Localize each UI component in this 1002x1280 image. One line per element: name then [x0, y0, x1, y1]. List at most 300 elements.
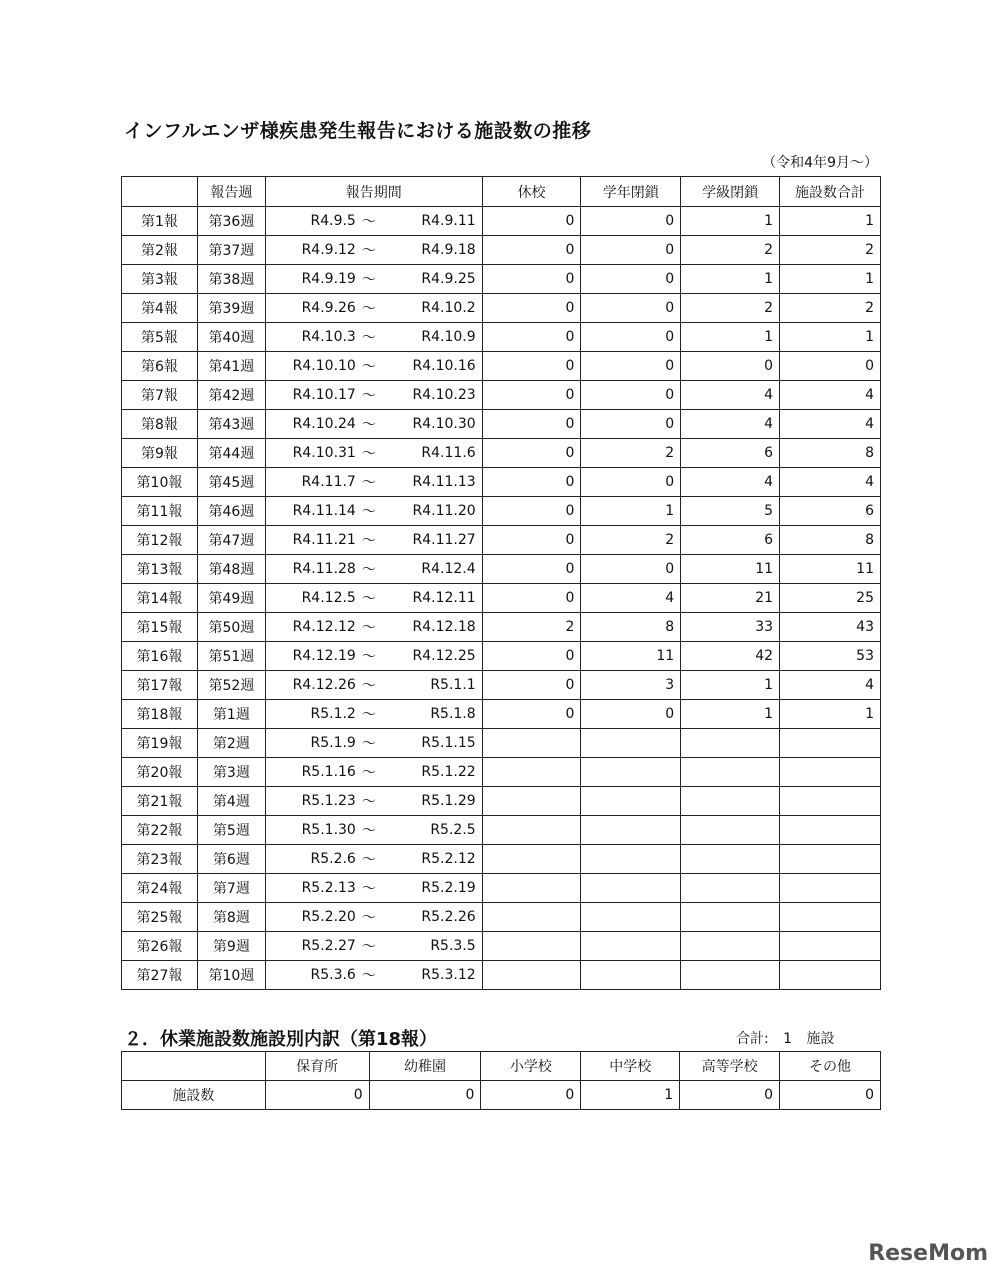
table-row	[122, 265, 881, 294]
school-closure-count: 0	[482, 236, 581, 265]
school-closure-count	[482, 874, 581, 903]
table-row	[122, 468, 881, 497]
report-period	[265, 671, 482, 700]
class-closure-count: 1	[681, 671, 780, 700]
header-report-period: 報告期間	[265, 177, 482, 207]
header-facility-total: 施設数合計	[780, 177, 881, 207]
period-from: R5.3.6	[310, 967, 356, 983]
report-number: 第10報	[122, 468, 198, 497]
row-label: 施設数	[122, 1081, 266, 1110]
breakdown-value-row	[122, 1081, 881, 1110]
school-closure-count: 0	[482, 700, 581, 729]
facility-total-count	[780, 787, 881, 816]
period-to: R4.12.25	[412, 648, 476, 664]
class-closure-count	[681, 758, 780, 787]
grade-closure-count: 0	[581, 410, 681, 439]
period-from: R5.1.30	[301, 822, 356, 838]
class-closure-count: 1	[681, 323, 780, 352]
report-period	[265, 642, 482, 671]
report-number: 第7報	[122, 381, 198, 410]
period-tilde: ～	[361, 765, 376, 781]
facility-total-count	[780, 961, 881, 990]
grade-closure-count: 2	[581, 439, 681, 468]
grade-closure-count	[581, 845, 681, 874]
facility-total-count: 6	[780, 497, 881, 526]
value-other: 0	[780, 1081, 881, 1110]
report-number: 第26報	[122, 932, 198, 961]
period-to: R5.1.8	[430, 706, 476, 722]
report-week: 第49週	[197, 584, 265, 613]
section2-title: ２．休業施設数施設別内訳（第18報）	[124, 1029, 438, 1050]
school-closure-count	[482, 758, 581, 787]
grade-closure-count	[581, 932, 681, 961]
period-to: R5.2.5	[430, 822, 476, 838]
school-closure-count: 0	[482, 410, 581, 439]
facility-total-count	[780, 903, 881, 932]
class-closure-count: 4	[681, 381, 780, 410]
facility-total-count: 2	[780, 236, 881, 265]
period-from: R5.2.13	[301, 880, 356, 896]
period-to: R4.11.27	[412, 532, 476, 548]
facility-total-count: 8	[780, 526, 881, 555]
class-closure-count: 11	[681, 555, 780, 584]
facility-total-count: 4	[780, 671, 881, 700]
report-week: 第6週	[197, 845, 265, 874]
period-tilde: ～	[361, 881, 376, 897]
report-period	[265, 845, 482, 874]
header-nursery: 保育所	[265, 1052, 369, 1081]
school-closure-count: 0	[482, 555, 581, 584]
class-closure-count	[681, 816, 780, 845]
period-tilde: ～	[361, 852, 376, 868]
period-from: R4.12.19	[292, 648, 356, 664]
period-tilde: ～	[361, 301, 376, 317]
facility-total-count: 1	[780, 323, 881, 352]
header-kindergarten: 幼稚園	[369, 1052, 481, 1081]
table-row	[122, 903, 881, 932]
table-row	[122, 439, 881, 468]
period-tilde: ～	[361, 243, 376, 259]
school-closure-count: 0	[482, 323, 581, 352]
school-closure-count	[482, 932, 581, 961]
period-from: R4.10.17	[292, 387, 356, 403]
period-tilde: ～	[361, 620, 376, 636]
period-to: R5.1.22	[421, 764, 476, 780]
report-period	[265, 410, 482, 439]
report-period	[265, 265, 482, 294]
report-number: 第3報	[122, 265, 198, 294]
report-week: 第52週	[197, 671, 265, 700]
report-week: 第43週	[197, 410, 265, 439]
grade-closure-count: 0	[581, 265, 681, 294]
table-row	[122, 932, 881, 961]
header-other: その他	[780, 1052, 881, 1081]
grade-closure-count: 0	[581, 468, 681, 497]
report-period	[265, 236, 482, 265]
facility-total-count: 1	[780, 700, 881, 729]
facility-total-count	[780, 932, 881, 961]
facility-total-count	[780, 729, 881, 758]
header-cell	[122, 177, 198, 207]
report-period	[265, 584, 482, 613]
class-closure-count: 1	[681, 207, 780, 236]
period-to: R4.9.18	[421, 242, 476, 258]
report-number: 第16報	[122, 642, 198, 671]
report-period	[265, 555, 482, 584]
report-number: 第6報	[122, 352, 198, 381]
report-period	[265, 381, 482, 410]
period-from: R4.9.19	[301, 271, 356, 287]
report-period	[265, 439, 482, 468]
breakdown-header-cell	[122, 1052, 266, 1081]
report-period	[265, 497, 482, 526]
period-to: R4.10.23	[412, 387, 476, 403]
total-unit: 施設	[806, 1031, 835, 1047]
report-week: 第50週	[197, 613, 265, 642]
header-elementary: 小学校	[481, 1052, 581, 1081]
period-to: R4.10.2	[421, 300, 476, 316]
class-closure-count	[681, 874, 780, 903]
period-tilde: ～	[361, 968, 376, 984]
period-from: R5.1.16	[301, 764, 356, 780]
report-week: 第4週	[197, 787, 265, 816]
table-row	[122, 613, 881, 642]
report-week: 第45週	[197, 468, 265, 497]
report-number: 第2報	[122, 236, 198, 265]
period-from: R4.10.31	[292, 445, 356, 461]
breakdown-header-row	[122, 1052, 881, 1081]
period-tilde: ～	[361, 707, 376, 723]
grade-closure-count	[581, 903, 681, 932]
facility-total-count: 2	[780, 294, 881, 323]
grade-closure-count	[581, 874, 681, 903]
facility-total-count	[780, 845, 881, 874]
school-closure-count: 2	[482, 613, 581, 642]
table-row	[122, 236, 881, 265]
period-from: R5.2.27	[301, 938, 356, 954]
period-to: R5.1.1	[430, 677, 476, 693]
report-period	[265, 207, 482, 236]
class-closure-count	[681, 903, 780, 932]
table-row	[122, 497, 881, 526]
school-closure-count: 0	[482, 294, 581, 323]
period-to: R4.11.6	[421, 445, 476, 461]
report-period	[265, 758, 482, 787]
class-closure-count: 2	[681, 236, 780, 265]
report-number: 第5報	[122, 323, 198, 352]
school-closure-count: 0	[482, 526, 581, 555]
school-closure-count: 0	[482, 497, 581, 526]
table-row	[122, 584, 881, 613]
period-from: R4.12.26	[292, 677, 356, 693]
resemom-logo: ReseMom	[868, 1241, 988, 1266]
value-high-school: 0	[680, 1081, 780, 1110]
class-closure-count	[681, 961, 780, 990]
table-row	[122, 874, 881, 903]
period-from: R4.11.28	[292, 561, 356, 577]
grade-closure-count: 0	[581, 207, 681, 236]
period-tilde: ～	[361, 533, 376, 549]
report-number: 第24報	[122, 874, 198, 903]
grade-closure-count: 11	[581, 642, 681, 671]
value-kindergarten: 0	[369, 1081, 481, 1110]
grade-closure-count	[581, 758, 681, 787]
period-from: R4.10.10	[292, 358, 356, 374]
report-period	[265, 468, 482, 497]
report-period	[265, 932, 482, 961]
report-period	[265, 729, 482, 758]
grade-closure-count	[581, 816, 681, 845]
school-closure-count: 0	[482, 671, 581, 700]
class-closure-count: 1	[681, 700, 780, 729]
section2-total	[736, 1028, 845, 1048]
period-from: R5.2.20	[301, 909, 356, 925]
report-period	[265, 961, 482, 990]
header-junior-high: 中学校	[581, 1052, 680, 1081]
report-number: 第20報	[122, 758, 198, 787]
table-row	[122, 787, 881, 816]
page-title: インフルエンザ様疾患発生報告における施設数の推移	[124, 120, 592, 142]
report-week: 第39週	[197, 294, 265, 323]
class-closure-count: 0	[681, 352, 780, 381]
report-week: 第7週	[197, 874, 265, 903]
report-number: 第4報	[122, 294, 198, 323]
school-closure-count	[482, 787, 581, 816]
header-high-school: 高等学校	[680, 1052, 780, 1081]
school-closure-count	[482, 816, 581, 845]
facility-total-count	[780, 816, 881, 845]
class-closure-count	[681, 932, 780, 961]
report-period	[265, 323, 482, 352]
school-closure-count: 0	[482, 352, 581, 381]
period-to: R4.12.11	[412, 590, 476, 606]
period-to: R5.3.5	[430, 938, 476, 954]
report-week: 第9週	[197, 932, 265, 961]
period-tilde: ～	[361, 272, 376, 288]
period-tilde: ～	[361, 649, 376, 665]
facility-total-count: 1	[780, 207, 881, 236]
period-to: R4.11.20	[412, 503, 476, 519]
school-closure-count	[482, 845, 581, 874]
school-closure-count: 0	[482, 468, 581, 497]
table-row	[122, 642, 881, 671]
report-week: 第2週	[197, 729, 265, 758]
class-closure-count: 21	[681, 584, 780, 613]
facility-total-count: 43	[780, 613, 881, 642]
grade-closure-count: 0	[581, 352, 681, 381]
report-period	[265, 294, 482, 323]
facility-total-count	[780, 758, 881, 787]
report-period	[265, 613, 482, 642]
grade-closure-count	[581, 787, 681, 816]
report-number: 第11報	[122, 497, 198, 526]
school-closure-count	[482, 903, 581, 932]
period-to: R4.12.18	[412, 619, 476, 635]
period-tilde: ～	[361, 562, 376, 578]
class-closure-count	[681, 845, 780, 874]
report-number: 第22報	[122, 816, 198, 845]
report-week: 第44週	[197, 439, 265, 468]
period-tilde: ～	[361, 446, 376, 462]
facility-total-count: 25	[780, 584, 881, 613]
period-tilde: ～	[361, 359, 376, 375]
period-to: R4.11.13	[412, 474, 476, 490]
period-tilde: ～	[361, 388, 376, 404]
table-row	[122, 758, 881, 787]
period-from: R4.11.14	[292, 503, 356, 519]
facility-breakdown-table	[121, 1051, 881, 1110]
report-week: 第5週	[197, 816, 265, 845]
facility-total-count: 1	[780, 265, 881, 294]
school-closure-count: 0	[482, 207, 581, 236]
period-from: R4.11.7	[301, 474, 356, 490]
period-to: R5.3.12	[421, 967, 476, 983]
table-row	[122, 816, 881, 845]
facility-total-count: 11	[780, 555, 881, 584]
grade-closure-count: 8	[581, 613, 681, 642]
report-number: 第18報	[122, 700, 198, 729]
class-closure-count: 4	[681, 468, 780, 497]
period-from: R4.11.21	[292, 532, 356, 548]
report-period	[265, 903, 482, 932]
period-to: R4.10.9	[421, 329, 476, 345]
period-to: R5.2.12	[421, 851, 476, 867]
value-junior-high: 1	[581, 1081, 680, 1110]
facility-total-count: 8	[780, 439, 881, 468]
period-to: R5.1.29	[421, 793, 476, 809]
grade-closure-count: 4	[581, 584, 681, 613]
report-week: 第8週	[197, 903, 265, 932]
class-closure-count: 4	[681, 410, 780, 439]
period-to: R4.12.4	[421, 561, 476, 577]
class-closure-count: 33	[681, 613, 780, 642]
report-number: 第1報	[122, 207, 198, 236]
class-closure-count: 5	[681, 497, 780, 526]
period-tilde: ～	[361, 330, 376, 346]
period-tilde: ～	[361, 214, 376, 230]
table-row	[122, 845, 881, 874]
report-period	[265, 352, 482, 381]
class-closure-count	[681, 729, 780, 758]
facility-trend-table	[121, 176, 881, 990]
header-grade-closure: 学年閉鎖	[581, 177, 681, 207]
facility-total-count: 4	[780, 381, 881, 410]
period-from: R4.9.5	[310, 213, 356, 229]
report-period	[265, 700, 482, 729]
class-closure-count: 6	[681, 526, 780, 555]
period-from: R4.10.24	[292, 416, 356, 432]
grade-closure-count: 0	[581, 555, 681, 584]
table-row	[122, 961, 881, 990]
school-closure-count	[482, 961, 581, 990]
report-number: 第8報	[122, 410, 198, 439]
class-closure-count: 42	[681, 642, 780, 671]
report-week: 第10週	[197, 961, 265, 990]
grade-closure-count	[581, 729, 681, 758]
class-closure-count: 2	[681, 294, 780, 323]
value-nursery: 0	[265, 1081, 369, 1110]
table-row	[122, 352, 881, 381]
school-closure-count: 0	[482, 381, 581, 410]
total-value: 1	[783, 1031, 793, 1047]
period-tilde: ～	[361, 591, 376, 607]
report-period	[265, 816, 482, 845]
class-closure-count: 6	[681, 439, 780, 468]
report-number: 第14報	[122, 584, 198, 613]
value-elementary: 0	[481, 1081, 581, 1110]
period-to: R4.9.25	[421, 271, 476, 287]
period-tilde: ～	[361, 678, 376, 694]
period-to: R4.9.11	[421, 213, 476, 229]
table-row	[122, 729, 881, 758]
period-to: R5.2.19	[421, 880, 476, 896]
report-number: 第19報	[122, 729, 198, 758]
period-to: R4.10.16	[412, 358, 476, 374]
report-number: 第25報	[122, 903, 198, 932]
report-number: 第27報	[122, 961, 198, 990]
grade-closure-count: 0	[581, 381, 681, 410]
period-from: R5.1.2	[310, 706, 356, 722]
facility-total-count: 0	[780, 352, 881, 381]
school-closure-count: 0	[482, 584, 581, 613]
period-to: R5.2.26	[421, 909, 476, 925]
grade-closure-count: 3	[581, 671, 681, 700]
period-to: R5.1.15	[421, 735, 476, 751]
period-tilde: ～	[361, 417, 376, 433]
report-week: 第36週	[197, 207, 265, 236]
report-number: 第15報	[122, 613, 198, 642]
school-closure-count: 0	[482, 642, 581, 671]
class-closure-count	[681, 787, 780, 816]
period-tilde: ～	[361, 736, 376, 752]
report-number: 第23報	[122, 845, 198, 874]
period-from: R5.2.6	[310, 851, 356, 867]
report-period	[265, 787, 482, 816]
table-row	[122, 207, 881, 236]
facility-total-count	[780, 874, 881, 903]
table-header-row	[122, 177, 881, 207]
report-week: 第42週	[197, 381, 265, 410]
period-from: R5.1.9	[310, 735, 356, 751]
header-school-closure: 休校	[482, 177, 581, 207]
report-week: 第51週	[197, 642, 265, 671]
report-week: 第46週	[197, 497, 265, 526]
header-class-closure: 学級閉鎖	[681, 177, 780, 207]
report-week: 第38週	[197, 265, 265, 294]
table-row	[122, 294, 881, 323]
period-from: R4.9.12	[301, 242, 356, 258]
period-from: R5.1.23	[301, 793, 356, 809]
report-week: 第40週	[197, 323, 265, 352]
report-week: 第47週	[197, 526, 265, 555]
grade-closure-count: 1	[581, 497, 681, 526]
period-note: （令和4年9月～）	[762, 155, 878, 171]
header-report-week: 報告週	[197, 177, 265, 207]
period-tilde: ～	[361, 475, 376, 491]
facility-total-count: 53	[780, 642, 881, 671]
report-week: 第3週	[197, 758, 265, 787]
facility-total-count: 4	[780, 410, 881, 439]
school-closure-count	[482, 729, 581, 758]
report-week: 第1週	[197, 700, 265, 729]
report-number: 第21報	[122, 787, 198, 816]
table-row	[122, 700, 881, 729]
table-row	[122, 381, 881, 410]
grade-closure-count: 0	[581, 323, 681, 352]
table-row	[122, 526, 881, 555]
report-week: 第37週	[197, 236, 265, 265]
period-from: R4.10.3	[301, 329, 356, 345]
